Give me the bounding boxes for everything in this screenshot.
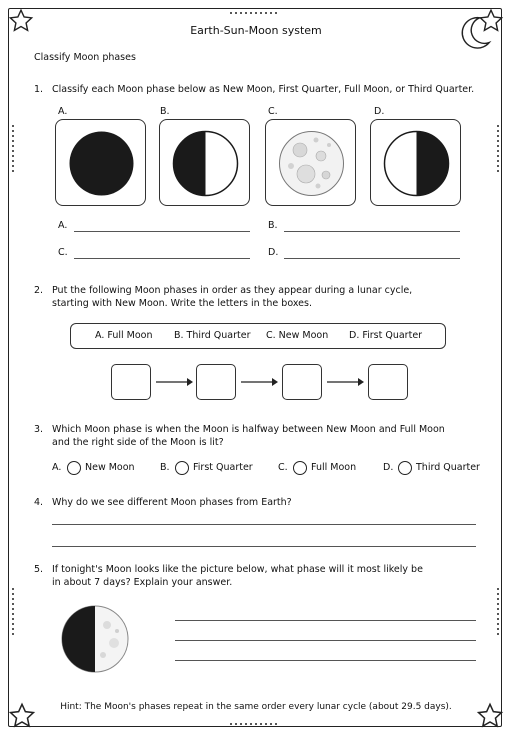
- new-moon-icon: [56, 120, 147, 207]
- section-subtitle: Classify Moon phases: [34, 52, 136, 63]
- answer-label: A.: [58, 220, 68, 231]
- question-number: 1.: [34, 84, 44, 95]
- order-box-2[interactable]: [196, 364, 236, 400]
- option-label: First Quarter: [193, 462, 253, 473]
- answer-line-d[interactable]: [284, 258, 460, 259]
- answer-label: B.: [268, 220, 278, 231]
- card-letter: A.: [58, 106, 68, 117]
- word-bank-item: C. New Moon: [266, 330, 329, 341]
- question-text: If tonight's Moon looks like the picture below, what phase will it most likely be: [52, 564, 423, 575]
- moon-card-c: [265, 119, 356, 206]
- word-bank-item: D. First Quarter: [349, 330, 423, 341]
- option-letter: A.: [52, 462, 62, 473]
- order-box-4[interactable]: [368, 364, 408, 400]
- order-box-1[interactable]: [111, 364, 151, 400]
- arrow-right-icon: [325, 376, 365, 388]
- order-box-3[interactable]: [282, 364, 322, 400]
- radio-option-d[interactable]: [398, 461, 412, 475]
- option-letter: C.: [278, 462, 288, 473]
- question-text: Which Moon phase is when the Moon is halfway between New Moon and Full Moon: [52, 424, 445, 435]
- answer-line-b[interactable]: [284, 231, 460, 232]
- answer-line[interactable]: [52, 546, 476, 547]
- question-text: and the right side of the Moon is lit?: [52, 437, 224, 448]
- answer-label: C.: [58, 247, 68, 258]
- option-label: New Moon: [85, 462, 135, 473]
- full-moon-icon: [266, 120, 357, 207]
- moon-card-d: [370, 119, 461, 206]
- decorative-dots: [12, 125, 14, 172]
- third-quarter-moon-picture: [59, 603, 131, 675]
- arrow-right-icon: [239, 376, 279, 388]
- radio-option-a[interactable]: [67, 461, 81, 475]
- option-label: Third Quarter: [416, 462, 480, 473]
- decorative-dots: [230, 723, 277, 725]
- first-quarter-moon-icon: [160, 120, 251, 207]
- radio-option-c[interactable]: [293, 461, 307, 475]
- page-title: Earth-Sun-Moon system: [190, 24, 322, 37]
- option-letter: B.: [160, 462, 170, 473]
- third-quarter-moon-icon: [371, 120, 462, 207]
- decorative-dots: [12, 588, 14, 635]
- option-letter: D.: [383, 462, 394, 473]
- question-number: 4.: [34, 497, 44, 508]
- answer-line[interactable]: [175, 620, 476, 621]
- answer-line[interactable]: [175, 640, 476, 641]
- decorative-dots: [497, 125, 499, 172]
- card-letter: D.: [374, 106, 385, 117]
- question-text: Classify each Moon phase below as New Moon, First Quarter, Full Moon, or Third Quarter.: [52, 84, 475, 95]
- answer-line[interactable]: [175, 660, 476, 661]
- decorative-dots: [497, 588, 499, 635]
- answer-line-c[interactable]: [74, 258, 250, 259]
- question-text: in about 7 days? Explain your answer.: [52, 577, 233, 588]
- word-bank-item: B. Third Quarter: [174, 330, 251, 341]
- question-number: 2.: [34, 285, 44, 296]
- word-bank-item: A. Full Moon: [95, 330, 153, 341]
- moon-card-a: [55, 119, 146, 206]
- moon-card-b: [159, 119, 250, 206]
- question-number: 3.: [34, 424, 44, 435]
- card-letter: B.: [160, 106, 170, 117]
- question-text: starting with New Moon. Write the letters in the boxes.: [52, 298, 312, 309]
- arrow-right-icon: [154, 376, 194, 388]
- answer-label: D.: [268, 247, 279, 258]
- question-text: Put the following Moon phases in order as they appear during a lunar cycle,: [52, 285, 413, 296]
- answer-line[interactable]: [52, 524, 476, 525]
- option-label: Full Moon: [311, 462, 357, 473]
- answer-line-a[interactable]: [74, 231, 250, 232]
- question-number: 5.: [34, 564, 44, 575]
- radio-option-b[interactable]: [175, 461, 189, 475]
- question-text: Why do we see different Moon phases from Earth?: [52, 497, 292, 508]
- card-letter: C.: [268, 106, 278, 117]
- decorative-dots: [230, 12, 277, 14]
- hint-text: Hint: The Moon's phases repeat in the same order every lunar cycle (about 29.5 days).: [60, 702, 452, 712]
